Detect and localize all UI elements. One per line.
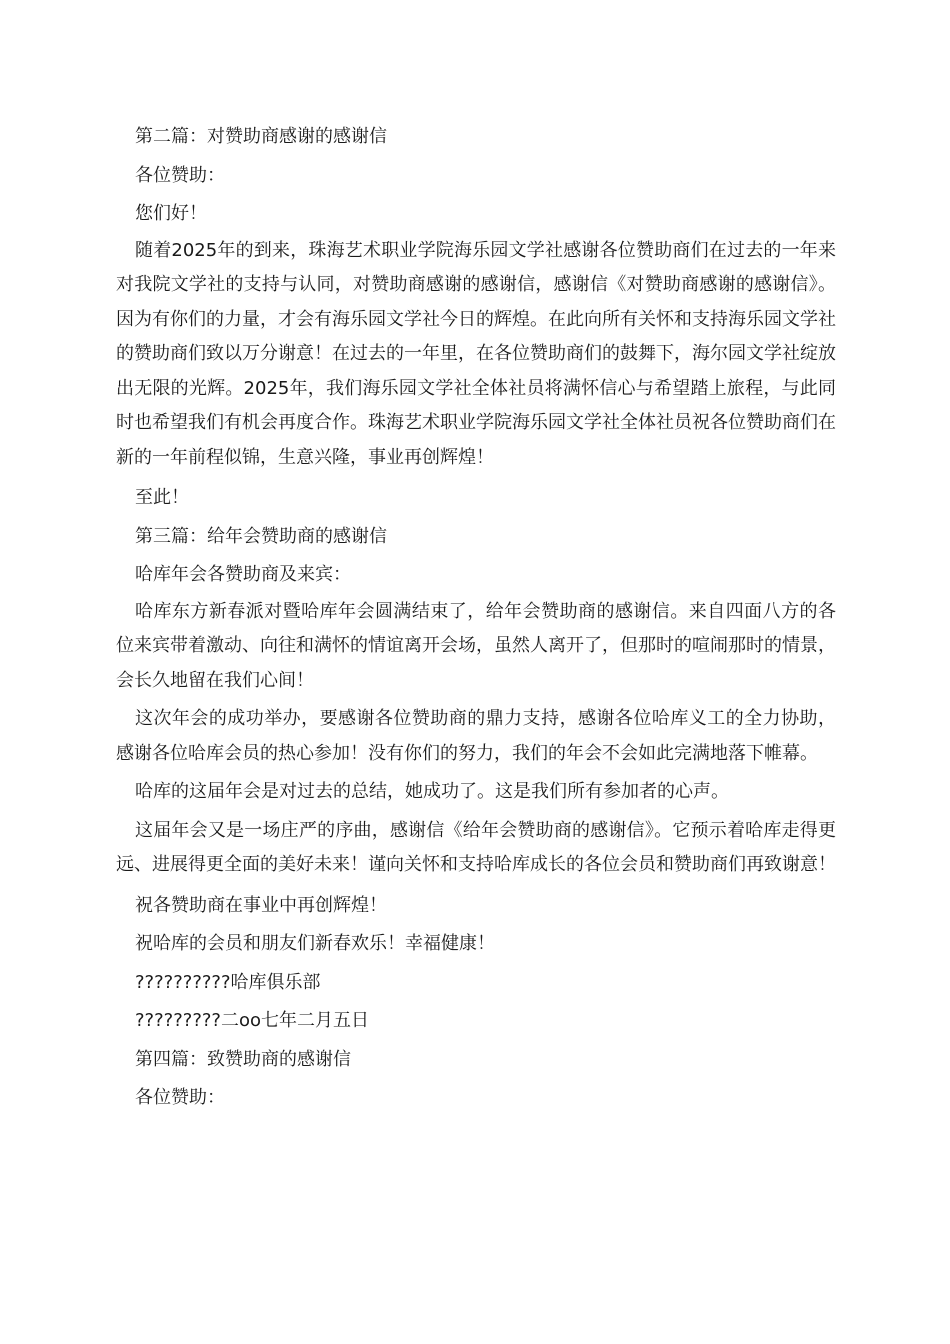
section2-closing: 至此！ bbox=[135, 487, 189, 508]
section3-paragraph-3: 哈库的这届年会是对过去的总结，她成功了。这是我们所有参加者的心声。 bbox=[135, 781, 729, 802]
section3-title: 第三篇：给年会赞助商的感谢信 bbox=[135, 525, 387, 547]
section3-signature: ??????????哈库俱乐部 bbox=[135, 971, 321, 993]
section3-paragraph-2: 这次年会的成功举办，要感谢各位赞助商的鼎力支持，感谢各位哈库义工的全力协助，感谢各位哈库会员的热心参加！没有你们的努力，我们的年会不会如此完满地落下帷幕。 bbox=[116, 708, 836, 764]
section4-greeting: 各位赞助： bbox=[135, 1087, 225, 1108]
section3-greeting: 哈库年会各赞助商及来宾： bbox=[135, 564, 351, 585]
section2-title: 第二篇：对赞助商感谢的感谢信 bbox=[135, 126, 387, 147]
document-body bbox=[116, 118, 836, 1118]
section3-paragraph-4: 这届年会又是一场庄严的序曲，感谢信《给年会赞助商的感谢信》。它预示着哈库走得更远、进展得更全面的美好未来！谨向关怀和支持哈库成长的各位会员和赞助商们再致谢意！ bbox=[116, 819, 836, 875]
section3-wish-2: 祝哈库的会员和朋友们新春欢乐！幸福健康！ bbox=[135, 933, 495, 954]
section2-body-paragraph: 随着2025年的到来，珠海艺术职业学院海乐园文学社感谢各位赞助商们在过去的一年来对我院文学社的支持与认同，对赞助商感谢的感谢信，感谢信《对赞助商感谢的感谢信》。因为有你们的力量，才会有海乐园文学社今日的辉煌。在此向所有关怀和支持海乐园文学社的赞助商们致以万分谢意！在过去的一年里，在各位赞助商们的鼓舞下，海尔园文学社绽放出无限的光辉。2025年，我们海乐园文学社全体社员将满怀信心与希望踏上旅程，与此同时也希望我们有机会再度合作。珠海艺术职业学院海乐园文学社全体社员祝各位赞助商们在新的一年前程似锦，生意兴隆，事业再创辉煌！ bbox=[116, 239, 836, 468]
section3-date: ?????????二oo七年二月五日 bbox=[135, 1010, 370, 1031]
section3-wish-1: 祝各赞助商在事业中再创辉煌！ bbox=[135, 894, 387, 916]
section3-paragraph-1: 哈库东方新春派对暨哈库年会圆满结束了，给年会赞助商的感谢信。来自四面八方的各位来宾带着激动、向往和满怀的情谊离开会场，虽然人离开了，但那时的喧闹那时的情景，会长久地留在我们心间！ bbox=[116, 600, 836, 691]
section2-greeting: 各位赞助： bbox=[135, 164, 225, 186]
section4-title: 第四篇：致赞助商的感谢信 bbox=[135, 1048, 351, 1070]
section2-salutation: 您们好！ bbox=[135, 203, 207, 224]
